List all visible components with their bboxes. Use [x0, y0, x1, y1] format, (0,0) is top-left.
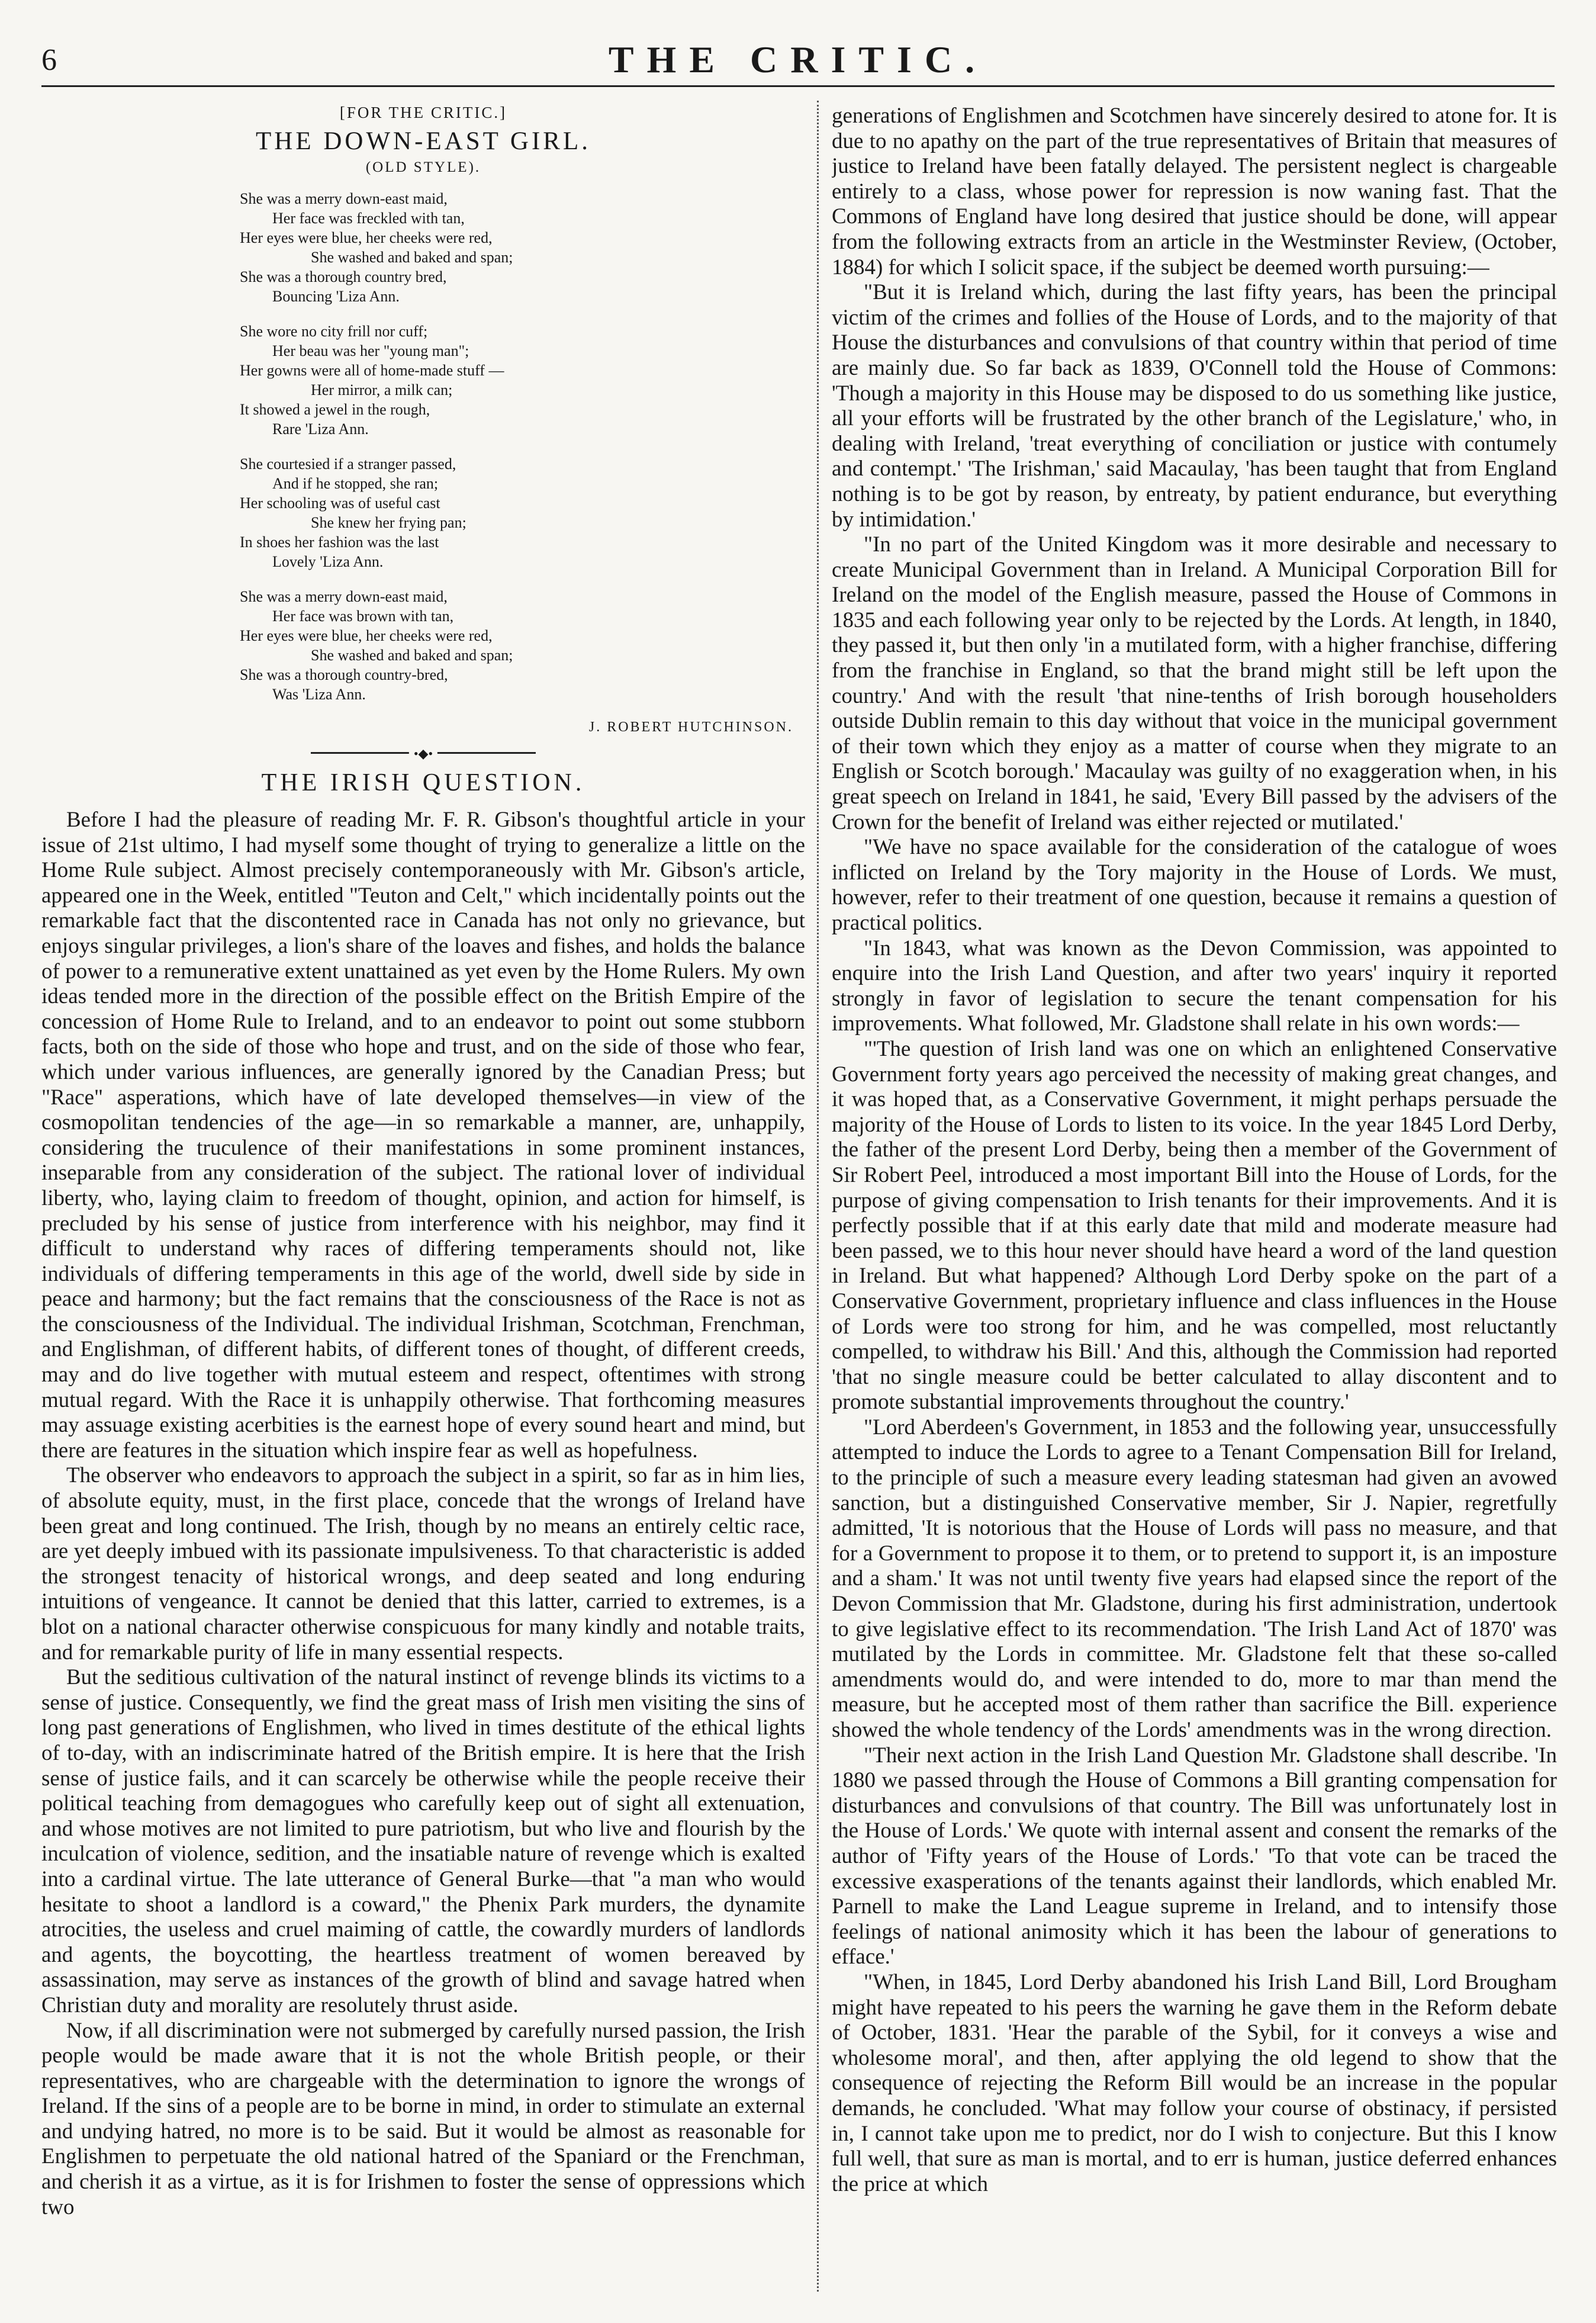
poem-line: She courtesied if a stranger passed,: [240, 455, 456, 473]
poem-stanza: [41, 587, 805, 704]
poem-line: Her beau was her "young man";: [272, 342, 469, 359]
article-paragraph: "Their next action in the Irish Land Question Mr. Gladstone shall describe. 'In 1880 we passed through the House of Commons a Bill granting compensation for disturbances and convulsions of that country. The Bill was unfortunately lost in the House of Lords.' We quote with internal assent and consent the remarks of the author of 'Fifty years of the House of Lords.' 'To that vote can be traced the excessive exasperations of the tenants against their landlords, which enabled Mr. Parnell to make the Land League supreme in Ireland, and to intensify those feelings of national animosity which it has been the labour of generations to efface.': [832, 1743, 1557, 1969]
article-paragraph: Now, if all discrimination were not submerged by carefully nursed passion, the Irish people would be made aware that it is not the whole British people, or their representatives, who are chargeable with the determination to ignore the wrongs of Ireland. If the sins of a people are to be borne in mind, in order to stimulate an external and undying hatred, no more is to be said. But it would be almost as reasonable for Englishmen to perpetuate the old national hatred of the Spaniard or the Frenchman, and cherish it as a virtue, as it is for Irishmen to foster the sense of oppressions which two: [41, 2018, 805, 2219]
left-column: [41, 104, 805, 2295]
poem-line: Lovely 'Liza Ann.: [272, 553, 384, 570]
poem-line: Her gowns were all of home-made stuff —: [240, 362, 504, 379]
article-paragraph: "'The question of Irish land was one on which an enlightened Conservative Government forty years ago perceived the necessity of making great changes, and it was hoped that, as a Conservative Government, it might perhaps persuade the majority of the House of Lords to listen to its voice. In the year 1845 Lord Derby, the father of the present Lord Derby, being then a member of the Government of Sir Robert Peel, introduced a most important Bill into the House of Lords, for the purpose of giving compensation to Irish tenants for their improvements. And it is perfectly possible that if at this early date that mild and moderate measure had been passed, we to this hour never should have heard a word of the land question in Ireland. But what happened? Although Lord Derby spoke on the part of a Conservative Government, proprietary influence and class influences in the House of Lords were too strong for him, and he was compelled, most reluctantly compelled, to withdraw his Bill.' And this, although the Commission had reported 'that no single measure could be better calculated to allay discontent and to promote substantial improvements throughout the country.': [832, 1036, 1557, 1415]
poem-line: Was 'Liza Ann.: [272, 686, 366, 703]
poem-line: Her schooling was of useful cast: [240, 494, 440, 512]
masthead-title: THE CRITIC.: [608, 38, 988, 81]
poem-line: She knew her frying pan;: [311, 514, 466, 531]
poem-stanza: [41, 189, 805, 306]
poem-line: It showed a jewel in the rough,: [240, 401, 430, 418]
article-body-left: [41, 808, 805, 2220]
poem-line: Her face was freckled with tan,: [272, 210, 465, 227]
poem-stanzas: [41, 189, 805, 704]
poem-line: Her mirror, a milk can;: [311, 381, 453, 399]
page-number: 6: [41, 43, 57, 77]
poem-line: Rare 'Liza Ann.: [272, 420, 369, 438]
poem-title: THE DOWN-EAST GIRL.: [256, 127, 591, 155]
poem-line: She was a merry down-east maid,: [240, 588, 448, 605]
article-paragraph: "When, in 1845, Lord Derby abandoned his Irish Land Bill, Lord Brougham might have repeated to his peers the warning he gave them in the Reform debate of October, 1831. 'Hear the parable of the Sybil, for it conveys a wise and wholesome moral', and then, after applying the old legend to show that the consequence of rejecting the Reform Bill would be an increase in the popular demands, he concluded. 'What may follow your course of obstinacy, if persisted in, I cannot take upon me to predict, nor do I wish to conjecture. But this I know full well, that sure as man is mortal, and to err is human, justice deferred enhances the price at which: [832, 1969, 1557, 2196]
poem-line: She was a merry down-east maid,: [240, 190, 448, 207]
poem-stanza: [41, 322, 805, 439]
poem-line: Her face was brown with tan,: [272, 608, 454, 625]
article-paragraph: But the seditious cultivation of the natural instinct of revenge blinds its victims to a sense of justice. Consequently, we find the great mass of Irish men visiting the sins of long past generations of Englishmen, who lived in times destitute of the ethical lights of to-day, with an indiscriminate hatred of the British empire. It is here that the Irish sense of justice fails, and it can scarcely be otherwise while the people receive their political teaching from demagogues who carefully keep out of sight all extenuation, and whose motives are not limited to pure patriotism, but who live and flourish by the inculcation of violence, sedition, and the insatiable nature of revenge which is exalted into a cardinal virtue. The late utterance of General Burke—that "a man who would hesitate to shoot a landlord is a coward," the Phenix Park murders, the dynamite atrocities, the useless and cruel maiming of cattle, the cowardly murders of landlords and agents, the boycotting, the heartless treatment of women bereaved by assassination, may serve as instances of the growth of blind and savage hatred when Christian duty and morality are resolutely thrust aside.: [41, 1665, 805, 2017]
article-paragraph: generations of Englishmen and Scotchmen have sincerely desired to atone for. It is due to no apathy on the part of the true representatives of Britain that measures of justice to Ireland have been fatally delayed. The persistent neglect is chargeable entirely to a class, whose power for repression is now waning fast. That the Commons of England have long desired that justice should be done, will appear from the following extracts from an article in the Westminster Review, (October, 1884) for which I solicit space, if the subject be deemed worth pursuing:—: [832, 104, 1557, 279]
article-paragraph: Before I had the pleasure of reading Mr. F. R. Gibson's thoughtful article in your issue of 21st ultimo, I had myself some thought of trying to generalize a little on the Home Rule subject. Almost precisely contemporaneously with Mr. Gibson's article, appeared one in the Week, entitled "Teuton and Celt," which incidentally points out the remarkable fact that the discontented race in Canada has not only no grievance, but enjoys singular privileges, a lion's share of the loaves and fishes, and holds the balance of power to a remunerative extent unattained as yet even by the Home Rulers. My own ideas tended more in the direction of the possible effect on the British Empire of the concession of Home Rule to Ireland, and to an endeavor to point out some stubborn facts, both on the side of those who hope and trust, and on the side of those who fear, which under various influences, are generally ignored by the Canadian Press; but "Race" asperations, which have of late developed themselves—in view of the cosmopolitan tendencies of the age—in so remarkable a manner, are, unhappily, considering the truculence of their manifestations in some prominent instances, inseparable from any consideration of the subject. The rational lover of individual liberty, who, laying claim to freedom of thought, opinion, and action for himself, is precluded by his sense of justice from interference with his neighbor, may find it difficult to understand why races of differing temperaments should not, like individuals of differing temperaments in this age of the world, dwell side by side in peace and harmony; but the fact remains that the consciousness of the Race is not as the consciousness of the Individual. The individual Irishman, Scotchman, Frenchman, and Englishman, of different habits, of different tones of thought, of different creeds, may and do live together with mutual esteem and respect, oftentimes with strong mutual regard. With the Race it is unhappily otherwise. That forthcoming measures may assuage existing acerbities is the earnest hope of every sound heart and mind, but there are features in the situation which inspire fear as well as hopefulness.: [41, 808, 805, 1463]
poem-line: She wore no city frill nor cuff;: [240, 323, 428, 340]
poem-line: She washed and baked and span;: [311, 647, 513, 664]
article-paragraph: "But it is Ireland which, during the last fifty years, has been the principal victim of the crimes and follies of the House of Lords, and to the majority of that House the disturbances and convulsions of that country within that period of time are mainly due. So far back as 1839, O'Connell told the House of Commons: 'Though a majority in this House may be disposed to do us something like justice, all your efforts will be frustrated by the other branch of the Legislature,' who, in dealing with Ireland, 'treat everything of conciliation or justice with contumely and contempt.' 'The Irishman,' said Macaulay, 'has been taught that from England nothing is to be got by reason, by entreaty, by patient endurance, but everything by intimidation.': [832, 280, 1557, 532]
poem-line: In shoes her fashion was the last: [240, 534, 439, 551]
page-header: [41, 38, 1555, 87]
article-title: THE IRISH QUESTION.: [261, 769, 585, 796]
poem-line: Her eyes were blue, her cheeks were red,: [240, 627, 493, 644]
right-column: [832, 104, 1557, 2295]
poem-line: Bouncing 'Liza Ann.: [272, 288, 400, 305]
poem-author: J. ROBERT HUTCHINSON.: [588, 719, 793, 735]
article-paragraph: "In 1843, what was known as the Devon Commission, was appointed to enquire into the Irish Land Question, and after two years' inquiry it reported strongly in favor of legislation to secure the tenant compensation for his improvements. What followed, Mr. Gladstone shall relate in his own words:—: [832, 936, 1557, 1036]
ornament-icon: •◆•: [409, 746, 437, 762]
poem-stanza: [41, 454, 805, 571]
article-paragraph: The observer who endeavors to approach the subject in a spirit, so far as in him lies, of absolute equity, must, in the first place, concede that the wrongs of Ireland have been great and long continued. The Irish, though by no means an entirely celtic race, are yet deeply imbued with its passionate impulsiveness. To that characteristic is added the strongest tenacity of historical wrongs, and deep seated and long enduring intuitions of vengeance. It cannot be denied that this latter, carried to extremes, is a blot on a national character otherwise conspicuous for many kindly and notable traits, and for remarkable purity of life in many essential respects.: [41, 1463, 805, 1665]
poem-style-note: (OLD STYLE).: [365, 159, 481, 175]
poem-line: Her eyes were blue, her cheeks were red,: [240, 229, 493, 246]
poem-line: She washed and baked and span;: [311, 249, 513, 266]
poem-line: She was a thorough country-bred,: [240, 666, 448, 683]
poem-line: She was a thorough country bred,: [240, 268, 447, 285]
column-divider: [817, 101, 819, 2292]
article-paragraph: "In no part of the United Kingdom was it more desirable and necessary to create Municipal Government than in Ireland. A Municipal Corporation Bill for Ireland on the model of the English measure, passed the House of Commons in 1835 and each following year only to be rejected by the Lords. At length, in 1840, they passed it, but then only 'in a mutilated form, with a higher franchise, differing from the franchise in England, so that the brand might still be left upon the country.' And with the result 'that nine-tenths of Irish borough householders outside Dublin remain to this day without that voice in the municipal government of their town which they enjoy as a matter of course when they migrate to an English or Scotch borough.' Macaulay was guilty of no exaggeration when, in his great speech on Ireland in 1841, he said, 'Every Bill passed by the advisers of the Crown for the benefit of Ireland was either rejected or mutilated.': [832, 532, 1557, 834]
article-paragraph: "We have no space available for the consideration of the catalogue of woes inflicted on Ireland by the Tory majority in the House of Lords. We must, however, refer to their treatment of one question, because it remains a question of practical politics.: [832, 835, 1557, 935]
poem-line: And if he stopped, she ran;: [272, 475, 439, 492]
poem-source-note: [FOR THE CRITIC.]: [339, 104, 507, 121]
article-body-right: [832, 104, 1557, 2197]
section-divider: [311, 746, 536, 761]
article-paragraph: "Lord Aberdeen's Government, in 1853 and the following year, unsuccessfully attempted to induce the Lords to agree to a Tenant Compensation Bill for Ireland, to the principle of such a measure every leading statesman had given an avowed sanction, but a distinguished Conservative member, Sir J. Napier, regretfully admitted, 'It is notorious that the House of Lords will pass no measure, and that for a Government to propose it to them, or to pretend to support it, is an imposture and a sham.' It was not until twenty five years had elapsed since the report of the Devon Commission that Mr. Gladstone, during his first administration, undertook to give legislative effect to its recommendation. 'The Irish Land Act of 1870' was mutilated by the Lords in committee. Mr. Gladstone felt that these so-called amendments would do, and were intended to do, more to mar than mend the measure, but he accepted most of them rather than sacrifice the Bill. experience showed the whole tendency of the Lords' amendments was in the wrong direction.: [832, 1415, 1557, 1742]
